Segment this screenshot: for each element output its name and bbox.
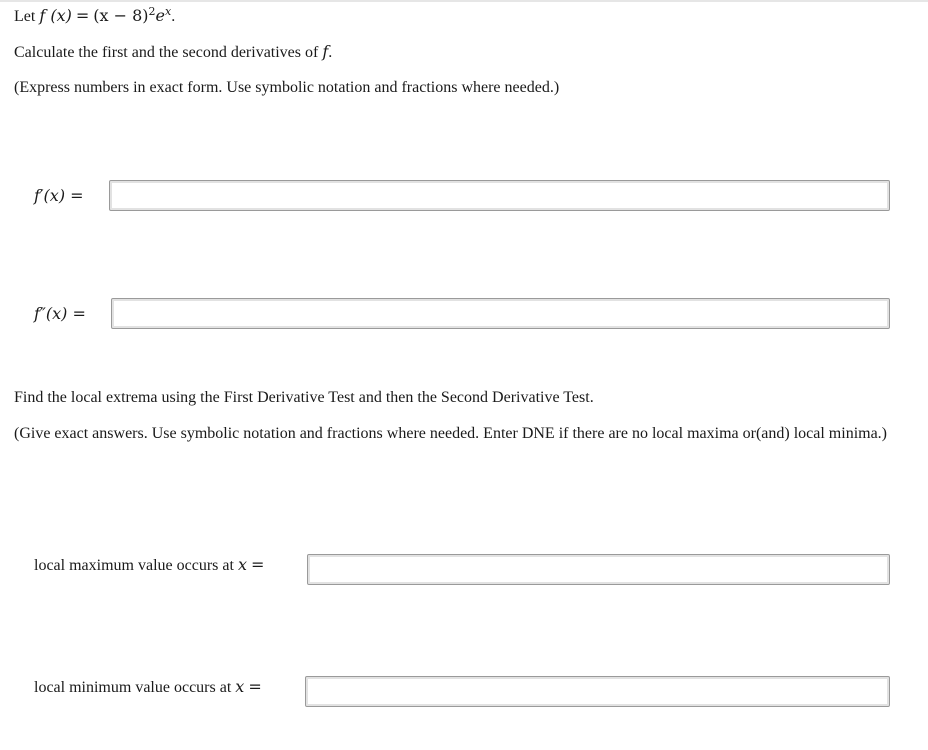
part2-instruction: Find the local extrema using the First Derivative Test and then the Second Derivative Test. [14,389,594,406]
part1-instruction-symbol: f [322,42,329,61]
top-divider [0,0,928,2]
local-min-label-group [34,677,262,698]
part1-instruction-text: Calculate the first and the second derivatives of [14,44,319,61]
local-min-variable: x [235,677,245,696]
exp-base: e [155,6,165,25]
local-max-input[interactable] [307,554,890,585]
part1-instruction [14,42,332,63]
function-lhs: f (x) [39,6,72,25]
local-min-input[interactable] [305,676,890,707]
local-min-equals: = [248,677,262,696]
part1-instruction-end: . [328,44,333,61]
local-max-variable: x [237,555,247,574]
first-derivative-input[interactable] [109,180,890,211]
equals-sign: = [75,6,90,25]
local-min-label: local minimum value occurs at [34,679,232,696]
function-rhs-base: (x − 8) [93,6,149,25]
first-derivative-label: f′(x) = [34,186,84,205]
exp-power: x [164,5,172,18]
local-max-label: local maximum value occurs at [34,557,234,574]
part2-note: (Give exact answers. Use symbolic notation and fractions where needed. Enter DNE if there are no local maxima or(and) local minima.) [14,425,888,442]
let-word: Let [14,8,36,25]
local-max-equals: = [250,555,265,574]
statement-period: . [171,8,176,25]
problem-statement [14,6,175,27]
part1-note: (Express numbers in exact form. Use symbolic notation and fractions where needed.) [14,79,560,96]
local-max-label-group [34,555,264,576]
function-rhs-exponent: 2 [148,5,156,18]
second-derivative-input[interactable] [111,298,890,329]
second-derivative-label: f″(x) = [34,304,86,323]
